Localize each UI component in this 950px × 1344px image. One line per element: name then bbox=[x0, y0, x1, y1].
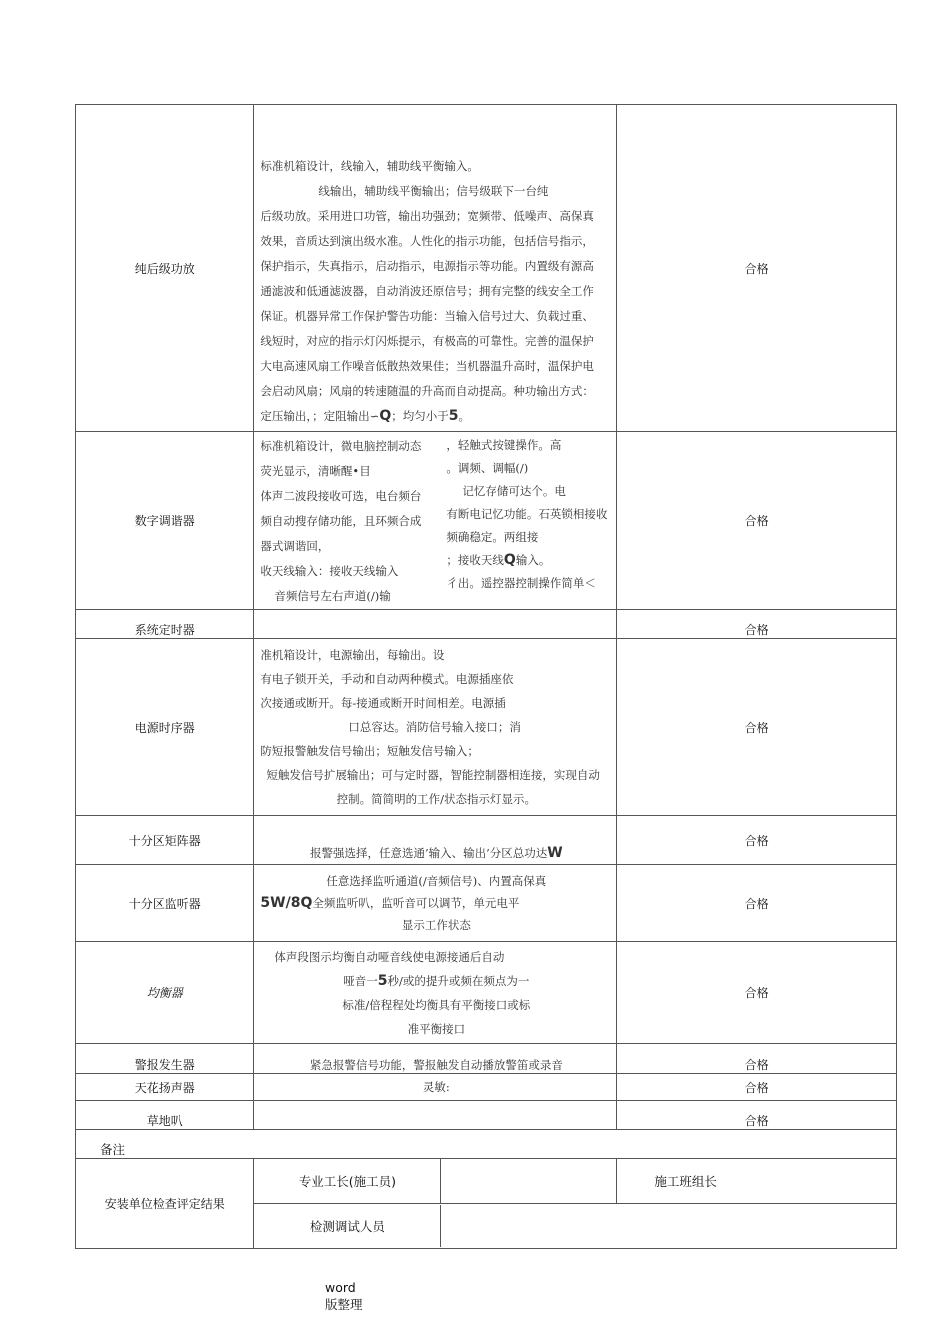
desc-line: 准平衡接口 bbox=[407, 1021, 466, 1036]
item-name: 十分区矩阵器 bbox=[76, 816, 254, 865]
desc-text: 。 bbox=[458, 409, 470, 423]
item-name: 系统定时器 bbox=[76, 610, 254, 639]
desc-line: 效果，音质达到演出级水准。人性化的指示功能，包括信号指示， bbox=[260, 234, 594, 248]
desc-line bbox=[260, 892, 612, 914]
desc-line bbox=[260, 969, 612, 993]
desc-line: 任意选择监听通道(/音频信号)、内置高保真 bbox=[326, 874, 547, 888]
item-name: 纯后级功放 bbox=[76, 105, 254, 432]
item-result: 合格 bbox=[617, 105, 897, 432]
desc-text: 秒/或的提升或频在频点为一 bbox=[387, 973, 530, 988]
desc-line: 有电子锁开关，手动和自动两种模式。电源插座依 bbox=[260, 672, 514, 686]
unit-check-label: 安装单位检查评定结果 bbox=[76, 1159, 254, 1249]
desc-line: 口总容达。消防信号输入接口；消 bbox=[348, 720, 521, 734]
item-description bbox=[254, 105, 617, 432]
desc-number: 5 bbox=[448, 408, 459, 424]
tester-label: 检测调试人员 bbox=[254, 1205, 441, 1247]
desc-line: 标准机箱设计，线输入，辅助线平衡输入。 bbox=[260, 159, 479, 173]
item-result: 合格 bbox=[617, 942, 897, 1044]
item-name: 天花扬声器 bbox=[76, 1074, 254, 1101]
desc-symbol: W bbox=[547, 845, 563, 861]
desc-line: 频确稳定。两组接 bbox=[446, 530, 539, 544]
desc-text: ；均匀小于 bbox=[391, 409, 449, 423]
table-row bbox=[76, 865, 897, 942]
table-row bbox=[76, 610, 897, 639]
tester-signature-field[interactable] bbox=[441, 1205, 896, 1247]
footer-line: 版整理 bbox=[325, 1297, 363, 1312]
item-description bbox=[254, 432, 617, 610]
desc-line: 紧急报警信号功能，警报触发自动播放警笛或录音 bbox=[309, 1058, 563, 1072]
signoff-row bbox=[76, 1159, 897, 1204]
desc-line: 通滤波和低通滤波器，自动消波还原信号；拥有完整的线安全工作 bbox=[260, 284, 594, 298]
item-description bbox=[254, 639, 617, 816]
desc-symbol: 5W/8Q bbox=[260, 895, 313, 911]
table-row bbox=[76, 816, 897, 865]
item-description bbox=[254, 816, 617, 865]
signoff-cell bbox=[254, 1159, 897, 1204]
team-leader-label: 施工班组长 bbox=[654, 1174, 717, 1189]
item-result: 合格 bbox=[617, 639, 897, 816]
desc-line: 后级功放。采用进口功管，输出功强劲；宽频带、低噪声、高保真 bbox=[260, 209, 594, 223]
desc-text: 哑音一 bbox=[343, 973, 378, 988]
desc-line: 显示工作状态 bbox=[401, 918, 471, 932]
desc-line: 保护指示，失真指示，启动指示，电源指示等功能。内置级有源高 bbox=[260, 259, 594, 273]
table-row bbox=[76, 942, 897, 1044]
desc-line: 线短时，对应的指示灯闪烁提示，有极高的可靠性。完善的温保护 bbox=[260, 334, 594, 348]
table-row bbox=[76, 105, 897, 432]
item-description bbox=[254, 1101, 617, 1130]
desc-line: 有断电记忆功能。石英锁相接收 bbox=[446, 507, 608, 521]
signoff-cell bbox=[254, 1204, 897, 1249]
desc-line bbox=[446, 549, 612, 572]
item-name: 电源时序器 bbox=[76, 639, 254, 816]
desc-text: 定压输出，；定阻输出∽ bbox=[260, 409, 380, 423]
desc-text: 报警强选择，任意选通’输入、输出’分区总功达 bbox=[309, 846, 548, 860]
item-result: 合格 bbox=[617, 865, 897, 942]
desc-line: 收天线输入：接收天线输入 bbox=[260, 564, 399, 578]
desc-line: 音频信号左右声道(/)输 bbox=[274, 589, 391, 603]
item-result: 合格 bbox=[617, 816, 897, 865]
desc-symbol: Q bbox=[503, 552, 516, 568]
desc-line: 次接通或断开。每-接通或断开时间相差。电源插 bbox=[260, 696, 506, 710]
item-description bbox=[254, 1044, 617, 1074]
desc-line: 准机箱设计，电源输出，每输出。设 bbox=[260, 648, 445, 662]
item-result: 合格 bbox=[617, 1074, 897, 1101]
desc-line: 灵敏: bbox=[422, 1080, 450, 1094]
desc-text: ；接收天线 bbox=[446, 553, 504, 567]
foreman-label: 专业工长(施工员) bbox=[254, 1159, 441, 1203]
footer-line: word bbox=[325, 1280, 356, 1295]
desc-text: 输入。 bbox=[515, 553, 551, 567]
desc-line: 。调频、调幅(/) bbox=[446, 461, 529, 475]
item-name: 草地叭 bbox=[76, 1101, 254, 1130]
desc-line: 大电高速风扇工作噪音低散热效果佳；当机器温升高时，温保护电 bbox=[260, 359, 594, 373]
page-footer bbox=[325, 1279, 363, 1313]
item-name: 数字调谐器 bbox=[76, 432, 254, 610]
item-description bbox=[254, 1074, 617, 1101]
item-result: 合格 bbox=[617, 1101, 897, 1130]
item-name: 十分区监听器 bbox=[76, 865, 254, 942]
item-description bbox=[254, 610, 617, 639]
desc-line: 体声段图示均衡自动哑音线使电源接通后自动 bbox=[274, 949, 505, 964]
desc-line: 短触发信号扩展输出；可与定时器，智能控制器相连接，实现自动 bbox=[266, 768, 600, 782]
table-row bbox=[76, 639, 897, 816]
desc-line: 频自动搜存储功能，且环频合成 bbox=[260, 514, 422, 528]
desc-line: 防短报警触发信号输出；短触发信号输入； bbox=[260, 744, 479, 758]
item-description bbox=[254, 865, 617, 942]
desc-number: 5 bbox=[377, 972, 388, 989]
foreman-signature-field[interactable] bbox=[441, 1159, 617, 1203]
desc-text: 全频监听叭，监听音可以调节，单元电平 bbox=[312, 896, 520, 910]
table-row bbox=[76, 1044, 897, 1074]
item-result: 合格 bbox=[617, 432, 897, 610]
item-result: 合格 bbox=[617, 610, 897, 639]
table-row bbox=[76, 1101, 897, 1130]
table-row bbox=[76, 432, 897, 610]
desc-line bbox=[260, 842, 612, 864]
desc-line: 器式调谐回， bbox=[260, 539, 330, 553]
desc-line: 荧光显示，清晰醒•目 bbox=[260, 464, 371, 478]
desc-line: 体声二波段接收可选，电台频台 bbox=[260, 489, 422, 503]
item-name: 均衡器 bbox=[76, 942, 254, 1044]
item-result: 合格 bbox=[617, 1044, 897, 1074]
desc-line: 标准机箱设计，微电脑控制动态 bbox=[260, 439, 422, 453]
inspection-table bbox=[75, 104, 897, 1249]
desc-line: 保证。机器异常工作保护警告功能：当输入信号过大、负载过重、 bbox=[260, 309, 594, 323]
desc-line bbox=[260, 404, 612, 429]
table-row bbox=[76, 1074, 897, 1101]
item-name: 警报发生器 bbox=[76, 1044, 254, 1074]
desc-line: 会启动风扇；风扇的转速随温的升高而自动提高。种功输出方式： bbox=[260, 384, 594, 398]
desc-line: 彳出。遥控器控制操作简单＜ bbox=[446, 576, 596, 590]
desc-line: 记忆存储可达个。电 bbox=[462, 484, 566, 498]
item-description bbox=[254, 942, 617, 1044]
desc-line: 控制。简简明的工作/状态指示灯显示。 bbox=[336, 792, 537, 806]
desc-symbol: Q bbox=[379, 408, 392, 424]
desc-line: ，轻触式按键操作。高 bbox=[446, 438, 562, 452]
desc-line: 标准/倍程程处均衡具有平衡接口或标 bbox=[342, 997, 531, 1012]
remark-row bbox=[76, 1130, 897, 1159]
remark-label: 备注 bbox=[76, 1130, 897, 1159]
desc-line: 线输出，辅助线平衡输出；信号级联下一台纯 bbox=[318, 184, 549, 198]
